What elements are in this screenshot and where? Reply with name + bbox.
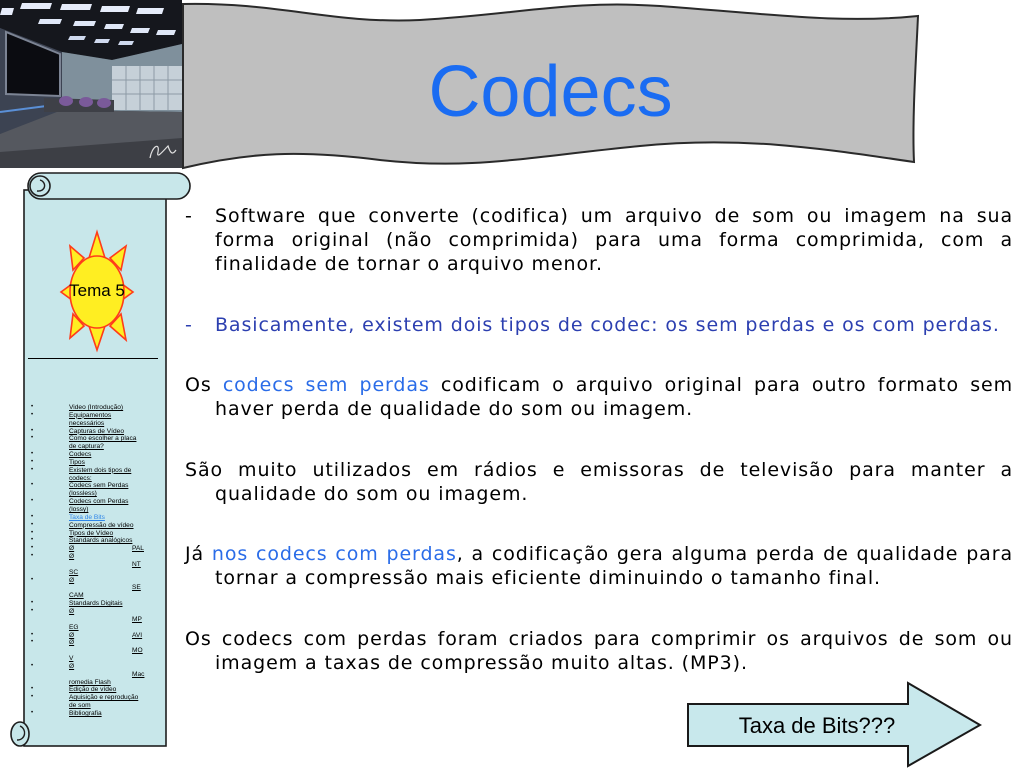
bullet-marker: •	[31, 694, 34, 701]
nav-item-label[interactable]: Bibliografia	[69, 709, 102, 717]
nav-item-label[interactable]: Codecs	[69, 451, 92, 459]
nav-item[interactable]	[31, 521, 144, 530]
nav-item[interactable]	[31, 529, 144, 538]
nav-item[interactable]	[31, 576, 144, 601]
paragraph-text: São muito utilizados em rádios e emissoras de televisão para manter a qualidade do som ou imagem.	[185, 459, 1013, 505]
nav-item-label[interactable]: SE	[132, 584, 141, 592]
next-topic-button[interactable]: Taxa de Bits???	[738, 713, 896, 738]
bullet-marker: •	[31, 545, 34, 552]
nav-item[interactable]	[31, 709, 144, 718]
sidebar-divider	[28, 358, 158, 359]
nav-sub-marker[interactable]: Ø	[69, 545, 75, 553]
nav-item-label-continued[interactable]: V	[69, 655, 74, 663]
highlighted-term: nos codecs com perdas	[211, 543, 457, 565]
paragraph-text: Já	[185, 543, 212, 565]
paragraph-text: Os	[185, 374, 223, 396]
slide-title: Codecs	[428, 52, 673, 132]
nav-item-label[interactable]: Standards Digitais	[69, 600, 123, 608]
nav-sub-marker[interactable]: Ø	[69, 607, 75, 615]
nav-item-label[interactable]: MO	[132, 647, 143, 655]
nav-item-label-continued[interactable]: CAM	[69, 592, 84, 600]
nav-item[interactable]	[31, 458, 144, 467]
bullet-marker: •	[31, 498, 34, 505]
bullet-marker: •	[31, 513, 34, 520]
bullet-marker: •	[31, 639, 34, 646]
sidebar-nav-list	[31, 404, 145, 718]
nav-item[interactable]	[31, 639, 144, 663]
bullet-marker: •	[31, 435, 34, 442]
body-paragraph-compression	[185, 627, 1013, 675]
nav-item[interactable]	[31, 427, 144, 436]
nav-item-label[interactable]: AVI	[132, 631, 143, 639]
bullet-marker: •	[31, 553, 34, 560]
nav-item[interactable]	[31, 631, 144, 640]
bullet-marker: •	[31, 537, 34, 544]
paragraph-text: Os codecs com perdas foram criados para comprimir os arquivos de som ou imagem a taxas de compressão muito altas. (MP3).	[185, 628, 1013, 674]
body-paragraph-types	[185, 313, 1013, 337]
nav-item-label[interactable]: Equipamentos necessários	[69, 411, 112, 427]
nav-item[interactable]	[31, 435, 144, 451]
body-paragraph-usage	[185, 458, 1013, 506]
nav-item-label[interactable]: Mac	[132, 670, 145, 678]
nav-item-label[interactable]: PAL	[132, 545, 144, 553]
nav-item-label[interactable]: Capturas de Vídeo	[69, 427, 124, 435]
paragraph-text: codificam o arquivo original para outro formato sem haver perda de qualidade do som ou imagem.	[215, 374, 1013, 420]
nav-sub-marker[interactable]: Ø	[69, 631, 75, 639]
nav-item[interactable]	[31, 600, 144, 608]
nav-item-label[interactable]: Standards analógicos	[69, 537, 133, 545]
nav-item[interactable]	[31, 662, 145, 687]
body-paragraph-definition	[185, 204, 1013, 276]
bullet-marker: •	[31, 521, 34, 528]
topic-badge: Tema 5	[69, 281, 125, 300]
nav-item-label[interactable]: Aquisição e reprodução de som	[69, 694, 139, 710]
nav-item-label[interactable]: Codecs com Perdas (lossy)	[69, 498, 129, 513]
bullet-marker: •	[31, 451, 34, 458]
bullet-marker: •	[31, 458, 34, 465]
bullet-marker: •	[31, 631, 34, 638]
nav-item[interactable]	[31, 466, 144, 483]
nav-item-label[interactable]: MP	[132, 615, 142, 623]
nav-item[interactable]	[31, 404, 144, 412]
bullet-marker: •	[31, 482, 34, 489]
nav-item[interactable]	[31, 513, 144, 522]
paragraph-text: , a codificação gera alguma perda de qualidade para tornar a compressão mais eficiente diminuindo o tamanho final.	[215, 543, 1013, 589]
bullet-marker: •	[31, 600, 34, 607]
nav-sub-marker[interactable]: Ø	[69, 639, 75, 647]
nav-item[interactable]	[31, 694, 144, 710]
paragraph-text: Software que converte (codifica) um arquivo de som ou imagem na sua forma original (não comprimida) para uma forma comprimida, com a finalidade de tornar o arquivo menor.	[215, 205, 1013, 275]
nav-item[interactable]	[31, 537, 144, 545]
nav-item-label[interactable]: Existem dois tipos de codecs:	[69, 466, 132, 482]
nav-item-label[interactable]: Tipos	[69, 458, 85, 466]
highlighted-term: codecs sem perdas	[222, 374, 430, 396]
nav-item[interactable]	[31, 553, 144, 577]
bullet-marker: •	[31, 529, 34, 536]
nav-item[interactable]	[31, 411, 144, 428]
paragraph-text: Basicamente, existem dois tipos de codec: os sem perdas e os com perdas.	[215, 314, 1000, 336]
nav-item-label-continued[interactable]: romedia Flash	[69, 678, 111, 686]
nav-item-label[interactable]: Edição de vídeo	[69, 686, 117, 694]
nav-item-label[interactable]: Video (Introdução)	[69, 404, 124, 411]
bullet-marker: •	[31, 466, 34, 473]
body-paragraph-lossless	[185, 373, 1013, 421]
dash-marker: -	[185, 205, 192, 227]
nav-sub-marker[interactable]: Ø	[69, 553, 75, 561]
nav-item-label[interactable]: NT	[132, 560, 141, 568]
nav-item[interactable]	[31, 545, 144, 553]
nav-item-label[interactable]: Como escolher a placa de captura?	[69, 435, 137, 451]
bullet-marker: •	[31, 411, 34, 418]
nav-sub-marker[interactable]: Ø	[69, 576, 75, 584]
nav-item[interactable]	[31, 482, 144, 498]
nav-item[interactable]	[31, 498, 144, 514]
body-paragraph-lossy	[185, 542, 1013, 590]
studio-photo	[0, 0, 182, 168]
dash-marker: -	[185, 314, 192, 336]
nav-item-label[interactable]: Compressão de vídeo	[69, 521, 134, 529]
nav-sub-marker[interactable]: Ø	[69, 662, 75, 670]
bullet-marker: •	[31, 427, 34, 434]
nav-item-label-continued[interactable]: EG	[69, 623, 79, 631]
bullet-marker: •	[31, 607, 34, 614]
nav-item[interactable]	[31, 607, 144, 632]
nav-item[interactable]	[31, 451, 144, 459]
nav-item-label-continued[interactable]: SC	[69, 568, 79, 576]
bullet-marker: •	[31, 662, 34, 669]
nav-item-label[interactable]: Taxa de Bits	[69, 513, 105, 521]
bullet-marker: •	[31, 576, 34, 583]
nav-item-label[interactable]: Codecs sem Perdas (lossless)	[69, 482, 129, 498]
bullet-marker: •	[31, 404, 34, 410]
nav-item-label[interactable]: Tipos de Vídeo	[69, 529, 114, 537]
bullet-marker: •	[31, 709, 34, 716]
bullet-marker: •	[31, 686, 34, 693]
nav-item[interactable]	[31, 686, 144, 694]
